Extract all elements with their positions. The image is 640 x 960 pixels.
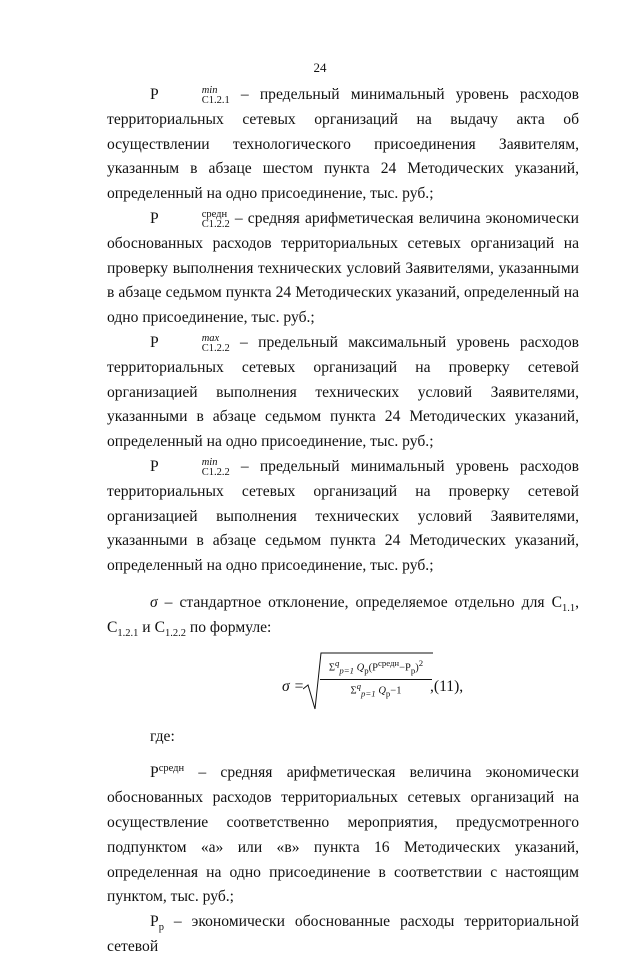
paragraph-pmin-c122 (107, 455, 579, 579)
where-label: где: (150, 727, 175, 745)
symbol-c121: $C_{1.2.1}$ (107, 618, 139, 639)
paragraph-text: – средняя арифметическая величина экономически обоснованных расходов территориальных сетевых организаций на проверку выполнения технических условий Заявителями, указанными в абзаце седьмом пункта 24 Методических указаний, определенный на одно присоединение, тыс. руб.; (107, 209, 579, 327)
symbol-psredn-c122: P средн C1.2.2 (150, 208, 230, 230)
symbol-pp: $P_p$ (150, 913, 164, 934)
formula-denominator: $\Sigma^q_{p=1}$ $Q_p-1$ (350, 681, 402, 699)
paragraph-text: – предельный максимальный уровень расходов территориальных сетевых организаций на проверку сетевой организацией выполнения технических условий Заявителями, указанными в абзаце седьмом пункта 24 Методических указаний, определенный на одно присоединение, тыс. руб.; (107, 333, 579, 451)
sigma-symbol: σ (150, 593, 158, 611)
symbol-pmin-c122: P min C1.2.2 (150, 456, 230, 478)
formula-11 (107, 645, 579, 717)
paragraph-text: – экономически обоснованные расходы территориальной сетевой (107, 913, 579, 955)
symbol-c122: $C_{1.2.2}$ (154, 618, 186, 639)
page-number: 24 (313, 60, 327, 75)
symbol-pmax-c122: P max C1.2.2 (150, 332, 230, 354)
paragraph-pmin-c121 (107, 83, 579, 207)
paragraph-text: – предельный минимальный уровень расходов территориальных сетевых организаций на проверку сетевой организацией выполнения технических условий Заявителями, указанными в абзаце седьмом пункта 24 Методических указаний, определенный на одно присоединение, тыс. руб.; (107, 457, 579, 575)
formula-lhs: σ = (282, 677, 305, 695)
formula-fraction (320, 657, 432, 701)
document-body (107, 83, 579, 960)
symbol-psredn: $P^{средн}$ (150, 763, 185, 782)
symbol-c11: $C_{1.1}$ (551, 593, 576, 615)
paragraph-pmax-c122 (107, 331, 579, 455)
paragraph-text: – предельный минимальный уровень расходов территориальных сетевых организаций на выдачу акта об осуществлении технологического присоединения Заявителям, указанным в абзаце шестом пункта 24 Методических указаний, определенный на одно присоединение, тыс. руб.; (107, 86, 579, 203)
paragraph-pp (107, 910, 579, 960)
paragraph-psredn-c122 (107, 207, 579, 331)
formula-numerator: $\Sigma^q_{p=1}$ $Q_p(P^{средн}-P_p)^2$ (320, 657, 432, 681)
symbol-pmin-c121: P min C1.2.1 (150, 85, 230, 106)
paragraph-sigma: σ – стандартное отклонение, определяемое отдельно для $C_{1.1}$, $C_{1.2.1}$ и $C_{1.2.2}$ по формуле: (107, 593, 579, 639)
paragraph-text: – средняя арифметическая величина экономически обоснованных расходов территориальных сетевых организаций на осуществление соответственно мероприятия, предусмотренного подпунктом «а» или «в» пункта 16 Методических указаний, определенная на одно присоединение в соответствии с настоящим пунктом, тыс. руб.; (107, 764, 579, 906)
paragraph-psredn (107, 761, 579, 910)
formula-number: ,(11), (430, 677, 464, 695)
